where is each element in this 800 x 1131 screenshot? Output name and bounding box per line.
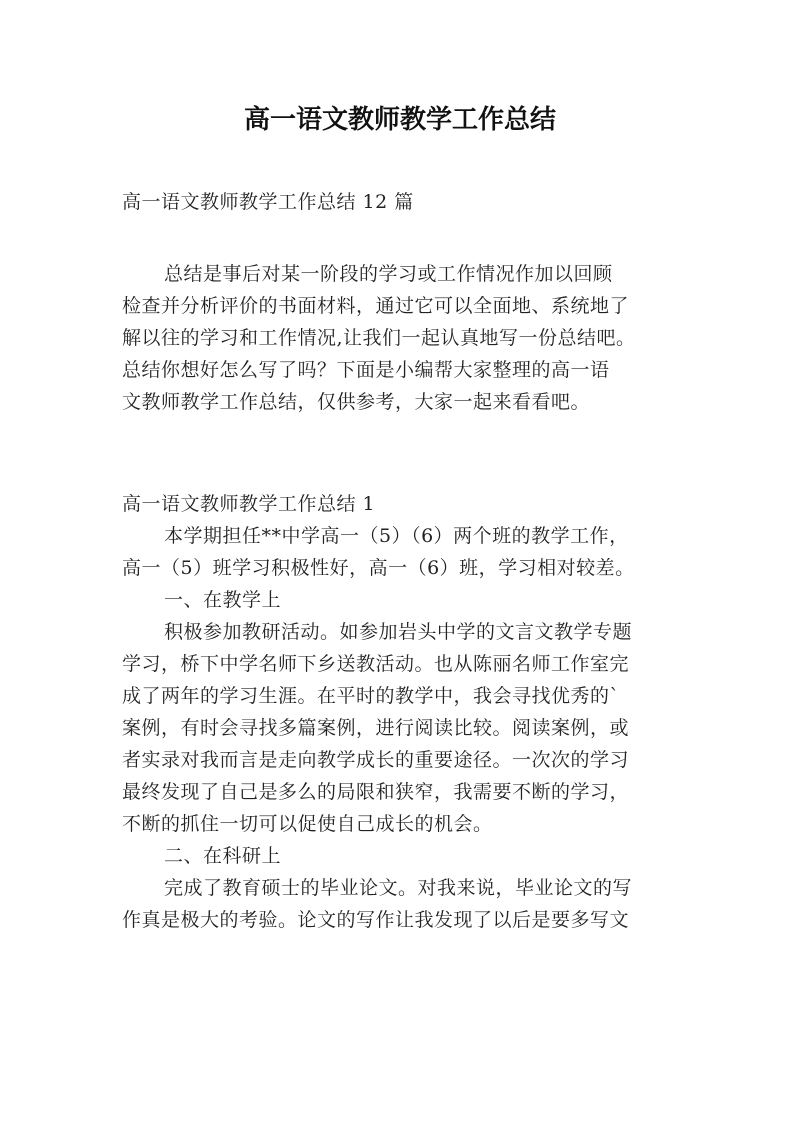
paragraph-line: 本学期担任**中学高一（5）（6）两个班的教学工作， <box>164 525 629 547</box>
intro-line: 总结你想好怎么写了吗？下面是小编帮大家整理的高一语 <box>122 359 610 381</box>
subheading-teaching: 一、在教学上 <box>164 589 282 611</box>
paragraph-line: 者实录对我而言是走向教学成长的重要途径。一次次的学习 <box>122 749 630 771</box>
paragraph-line: 完成了教育硕士的毕业论文。对我来说，毕业论文的写 <box>164 877 633 899</box>
subheading-research: 二、在科研上 <box>164 845 282 867</box>
paragraph-line: 作真是极大的考验。论文的写作让我发现了以后是要多写文 <box>122 909 630 931</box>
section-heading: 高一语文教师教学工作总结 1 <box>122 493 376 515</box>
paragraph-line: 成了两年的学习生涯。在平时的教学中，我会寻找优秀的` <box>122 685 620 707</box>
intro-paragraph <box>122 258 692 418</box>
paragraph-line: 不断的抓住一切可以促使自己成长的机会。 <box>122 813 493 835</box>
intro-line: 总结是事后对某一阶段的学习或工作情况作加以回顾 <box>164 263 613 285</box>
intro-line: 文教师教学工作总结，仅供参考，大家一起来看看吧。 <box>122 391 591 413</box>
paragraph-line: 积极参加教研活动。如参加岩头中学的文言文教学专题 <box>164 621 633 643</box>
paragraph-line: 高一（5）班学习积极性好，高一（6）班，学习相对较差。 <box>122 557 635 579</box>
intro-line: 解以往的学习和工作情况,让我们一起认真地写一份总结吧。 <box>122 327 636 349</box>
paragraph-line: 最终发现了自己是多么的局限和狭窄，我需要不断的学习， <box>122 781 630 803</box>
section-1 <box>122 488 692 936</box>
paragraph-line: 学习，桥下中学名师下乡送教活动。也从陈丽名师工作室完 <box>122 653 630 675</box>
document-subtitle: 高一语文教师教学工作总结 12 篇 <box>122 191 414 213</box>
paragraph-line: 案例，有时会寻找多篇案例，进行阅读比较。阅读案例，或 <box>122 717 630 739</box>
document-title: 高一语文教师教学工作总结 <box>243 105 556 135</box>
intro-line: 检查并分析评价的书面材料，通过它可以全面地、系统地了 <box>122 295 630 317</box>
